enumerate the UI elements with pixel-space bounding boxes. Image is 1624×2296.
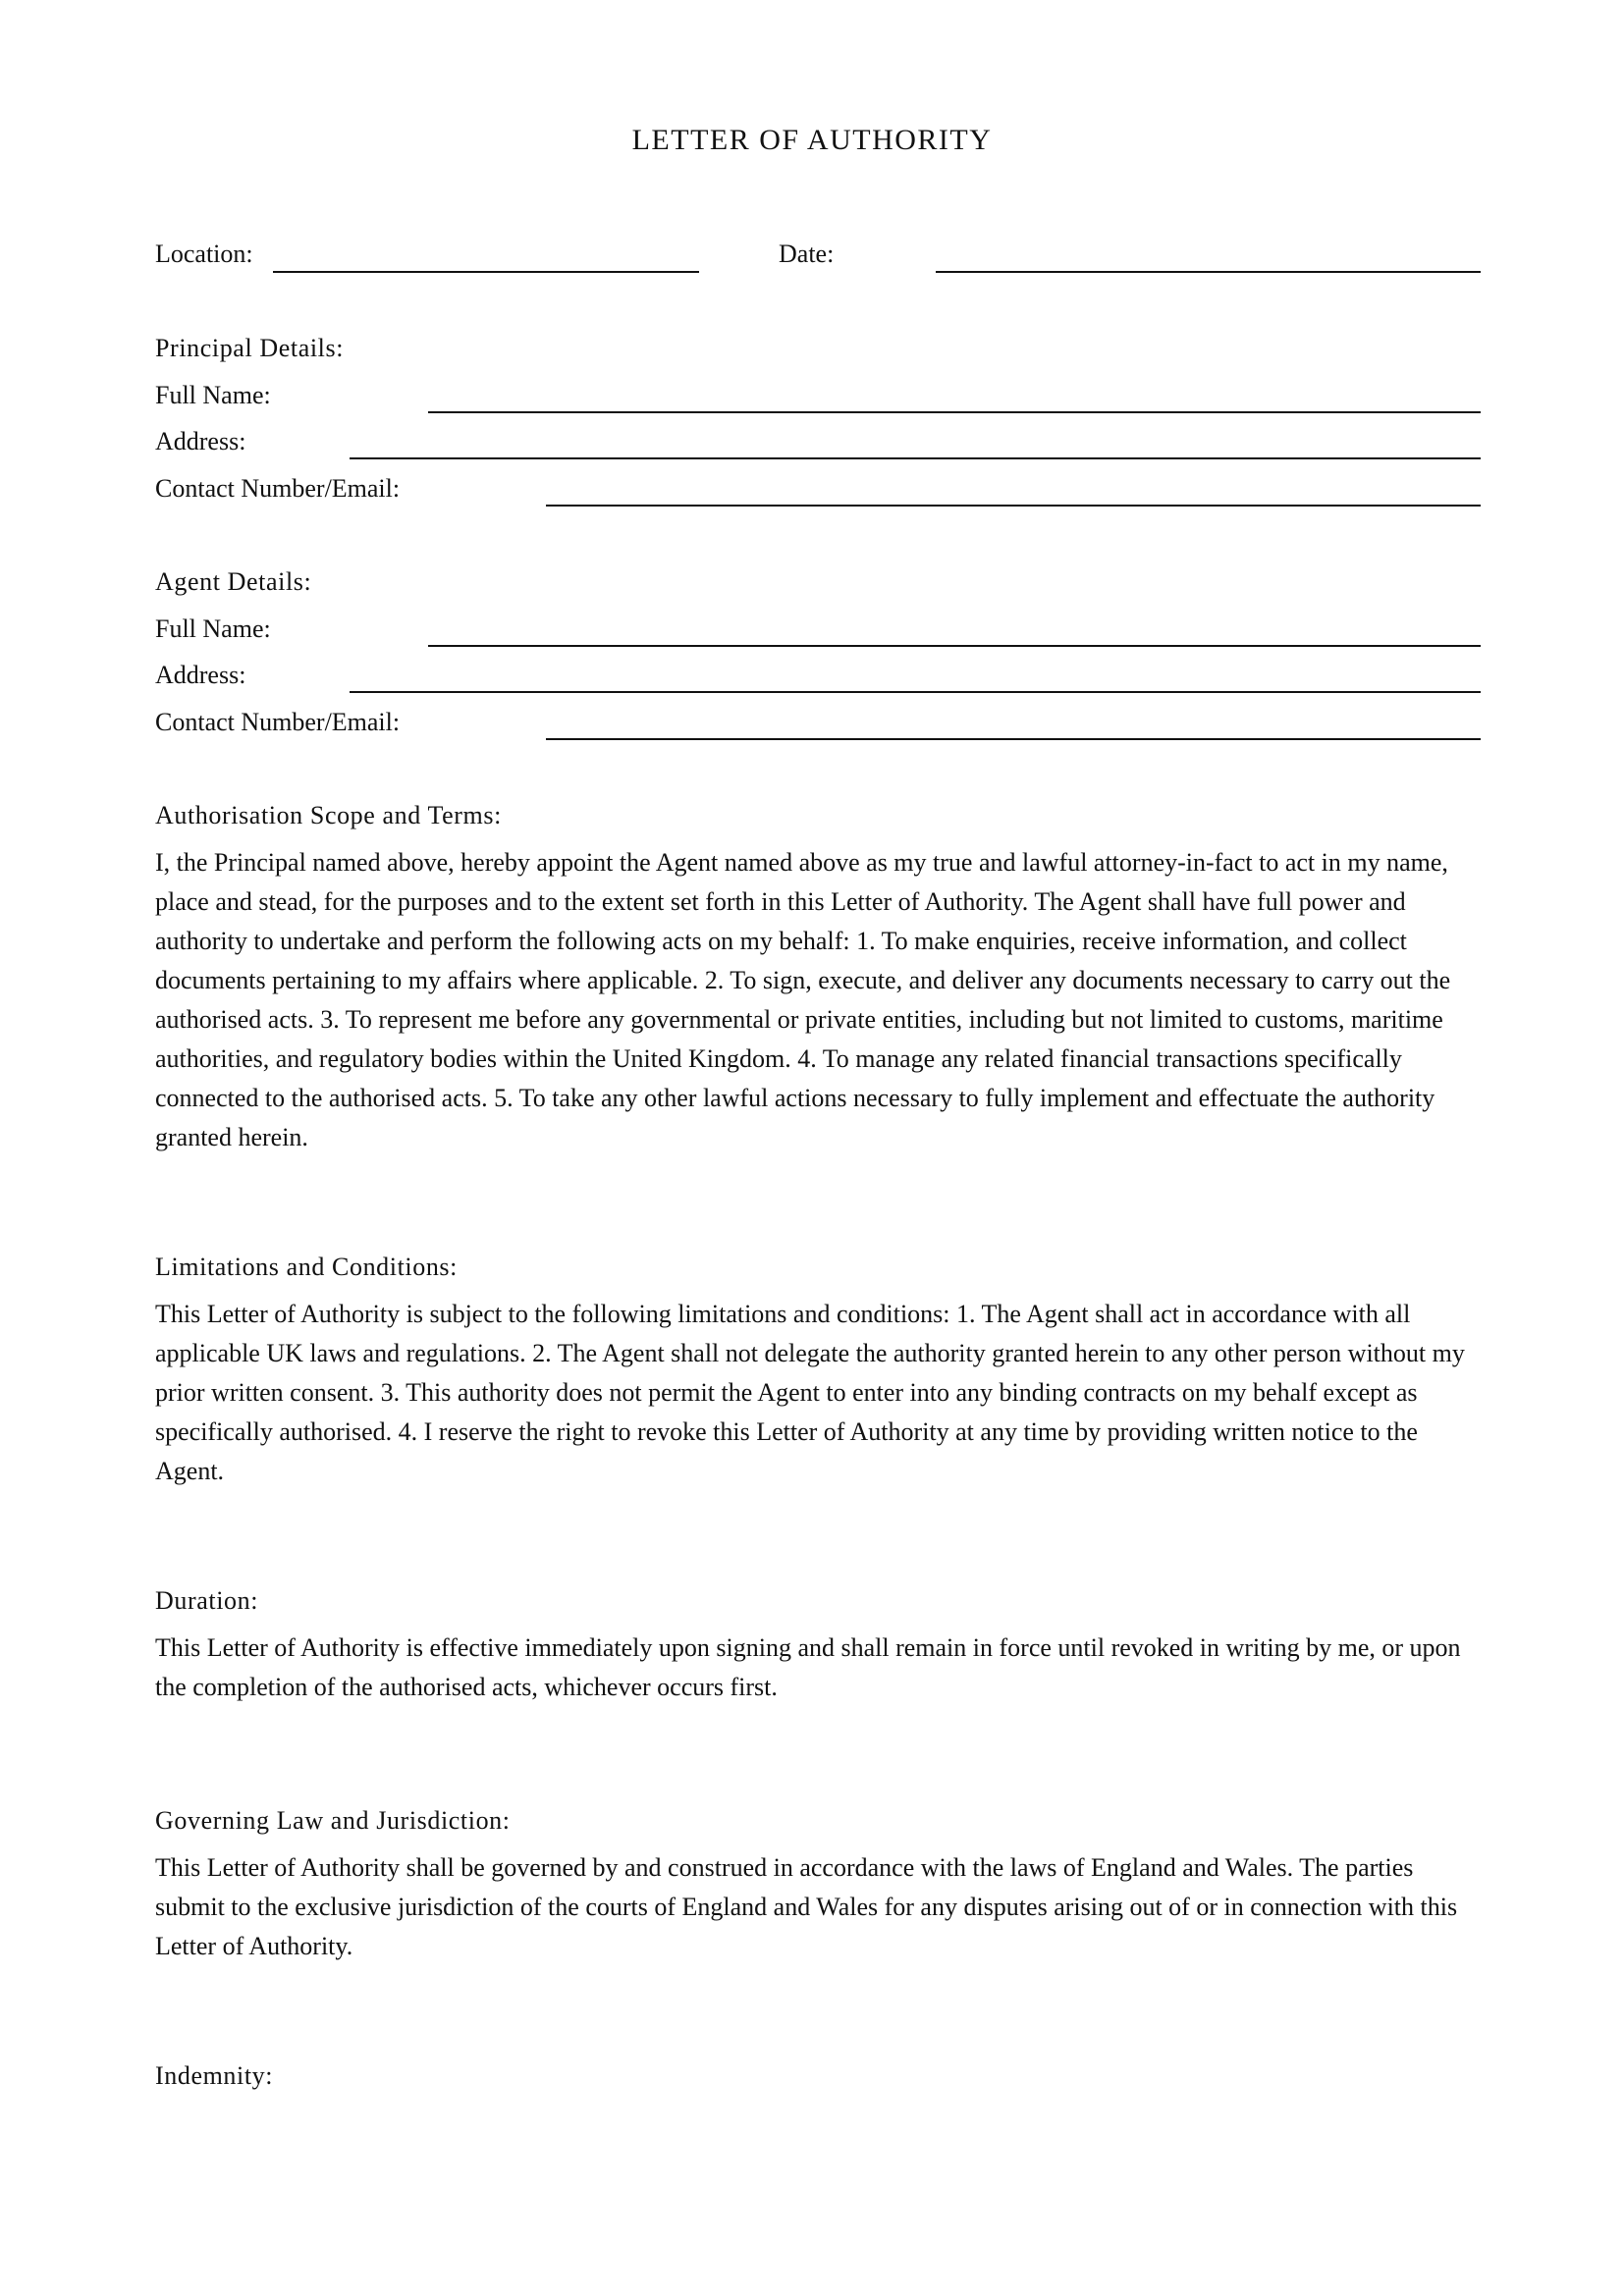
principal-address-field-line[interactable] [350, 457, 1481, 459]
location-label: Location: [155, 240, 253, 268]
agent-contact-label: Contact Number/Email: [155, 708, 401, 736]
principal-address-label: Address: [155, 427, 246, 455]
document-title: LETTER OF AUTHORITY [631, 124, 993, 156]
governing-law-body: This Letter of Authority shall be governed by and construed in accordance with the laws of England and Wales. The parties submit to the exclusive jurisdiction of the courts of England and Wales for any disputes arising out of or in connection with this Letter of Authority. [155, 1853, 1458, 1960]
scope-body: I, the Principal named above, hereby appoint the Agent named above as my true and lawful attorney-in-fact to act in my name, place and stead, for the purposes and to the extent set forth in this Letter of Authority. The Agent shall have full power and authority to undertake and perform the following acts on my behalf: 1. To make enquiries, receive information, and collect documents pertaining to my affairs where applicable. 2. To sign, execute, and deliver any documents necessary to carry out the authorised acts. 3. To represent me before any governmental or private entities, including but not limited to customs, maritime authorities, and regulatory bodies within the United Kingdom. 4. To manage any related financial transactions specifically connected to the authorised acts. 5. To take any other lawful actions necessary to fully implement and effectuate the authority granted herein. [155, 848, 1451, 1151]
agent-address-field-line[interactable] [350, 691, 1481, 693]
scope-heading: Authorisation Scope and Terms: [155, 801, 502, 829]
duration-body: This Letter of Authority is effective immediately upon signing and shall remain in force until revoked in writing by me, or upon the completion of the authorised acts, whichever occurs first. [155, 1633, 1461, 1701]
agent-details-heading: Agent Details: [155, 567, 312, 596]
date-label: Date: [779, 240, 835, 268]
location-field-line[interactable] [273, 271, 699, 273]
governing-law-heading: Governing Law and Jurisdiction: [155, 1806, 511, 1835]
agent-full-name-field-line[interactable] [428, 645, 1481, 647]
limitations-heading: Limitations and Conditions: [155, 1253, 458, 1281]
agent-full-name-label: Full Name: [155, 614, 271, 643]
principal-full-name-label: Full Name: [155, 381, 271, 409]
duration-heading: Duration: [155, 1586, 259, 1615]
principal-contact-field-line[interactable] [546, 505, 1481, 507]
limitations-body: This Letter of Authority is subject to the following limitations and conditions: 1. The Agent shall act in accordance with all applicable UK laws and regulations. 2. The Agent shall not delegate the authority granted herein to any other person without my prior written consent. 3. This authority does not permit the Agent to enter into any binding contracts on my behalf except as specifically authorised. 4. I reserve the right to revoke this Letter of Authority at any time by providing written notice to the Agent. [155, 1300, 1465, 1485]
agent-address-label: Address: [155, 661, 246, 689]
principal-details-heading: Principal Details: [155, 334, 345, 362]
indemnity-heading: Indemnity: [155, 2061, 274, 2090]
date-field-line[interactable] [936, 271, 1481, 273]
agent-contact-field-line[interactable] [546, 738, 1481, 740]
principal-contact-label: Contact Number/Email: [155, 474, 401, 503]
principal-full-name-field-line[interactable] [428, 411, 1481, 413]
